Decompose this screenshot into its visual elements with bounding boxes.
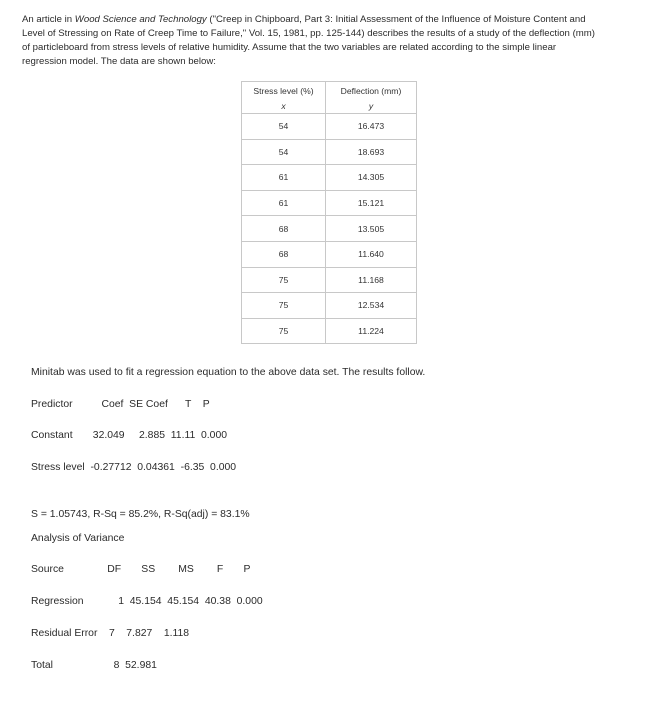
deflection-cell: 15.121 xyxy=(326,190,417,216)
table-row xyxy=(242,190,417,216)
anova-total-row: Total 8 52.981 xyxy=(31,660,157,671)
stress-level-cell: 61 xyxy=(242,190,326,216)
anova-regression-row: Regression 1 45.154 45.154 40.38 0.000 xyxy=(31,596,263,607)
stress-level-cell: 75 xyxy=(242,293,326,319)
table-row xyxy=(242,216,417,242)
x-variable-label: x xyxy=(242,99,326,114)
deflection-cell: 11.640 xyxy=(326,241,417,267)
table-row xyxy=(242,165,417,191)
anova-title: Analysis of Variance xyxy=(31,533,125,544)
stress-level-cell: 61 xyxy=(242,165,326,191)
coefficients-header: Predictor Coef SE Coef T P xyxy=(31,399,210,410)
stress-level-cell: 75 xyxy=(242,318,326,344)
anova-header: Source DF SS MS F P xyxy=(31,564,251,575)
intro-line4: regression model. The data are shown below: xyxy=(22,56,216,68)
table-body xyxy=(242,114,417,344)
problem-statement xyxy=(22,13,634,69)
stress-level-cell: 54 xyxy=(242,139,326,165)
deflection-cell: 11.224 xyxy=(326,318,417,344)
stress-level-row: Stress level -0.27712 0.04361 -6.35 0.000 xyxy=(31,462,237,473)
deflection-cell: 18.693 xyxy=(326,139,417,165)
table-variable-row xyxy=(242,99,417,114)
journal-name: Wood Science and Technology xyxy=(74,14,207,25)
minitab-intro: Minitab was used to fit a regression equation to the above data set. The results follow. xyxy=(31,367,426,378)
model-summary: S = 1.05743, R-Sq = 85.2%, R-Sq(adj) = 83.1% xyxy=(31,509,250,520)
intro-prefix: An article in xyxy=(22,14,75,25)
deflection-header: Deflection (mm) xyxy=(326,82,417,100)
stress-level-cell: 68 xyxy=(242,216,326,242)
table-row xyxy=(242,293,417,319)
table-row xyxy=(242,139,417,165)
deflection-cell: 14.305 xyxy=(326,165,417,191)
deflection-cell: 12.534 xyxy=(326,293,417,319)
table-row xyxy=(242,318,417,344)
y-variable-label: y xyxy=(326,99,417,114)
anova-residual-row: Residual Error 7 7.827 1.118 xyxy=(31,628,190,639)
table-row xyxy=(242,241,417,267)
constant-row: Constant 32.049 2.885 11.11 0.000 xyxy=(31,430,228,441)
deflection-cell: 16.473 xyxy=(326,114,417,140)
data-table xyxy=(241,81,417,344)
stress-level-header: Stress level (%) xyxy=(242,82,326,100)
table-row xyxy=(242,114,417,140)
deflection-cell: 13.505 xyxy=(326,216,417,242)
intro-line2: Level of Stressing on Rate of Creep Time to Failure," Vol. 15, 1981, pp. 125-144) describes the results of a study of the deflection (mm) xyxy=(22,28,595,40)
table-row xyxy=(242,267,417,293)
stress-level-cell: 75 xyxy=(242,267,326,293)
stress-level-cell: 54 xyxy=(242,114,326,140)
table-header-row xyxy=(242,82,417,100)
deflection-cell: 11.168 xyxy=(326,267,417,293)
intro-line1-rest: ("Creep in Chipboard, Part 3: Initial Assessment of the Influence of Moisture Content and xyxy=(206,14,586,25)
intro-line3: of particleboard from stress levels of relative humidity. Assume that the two variables are related according to the simple linear xyxy=(22,42,557,54)
stress-level-cell: 68 xyxy=(242,241,326,267)
